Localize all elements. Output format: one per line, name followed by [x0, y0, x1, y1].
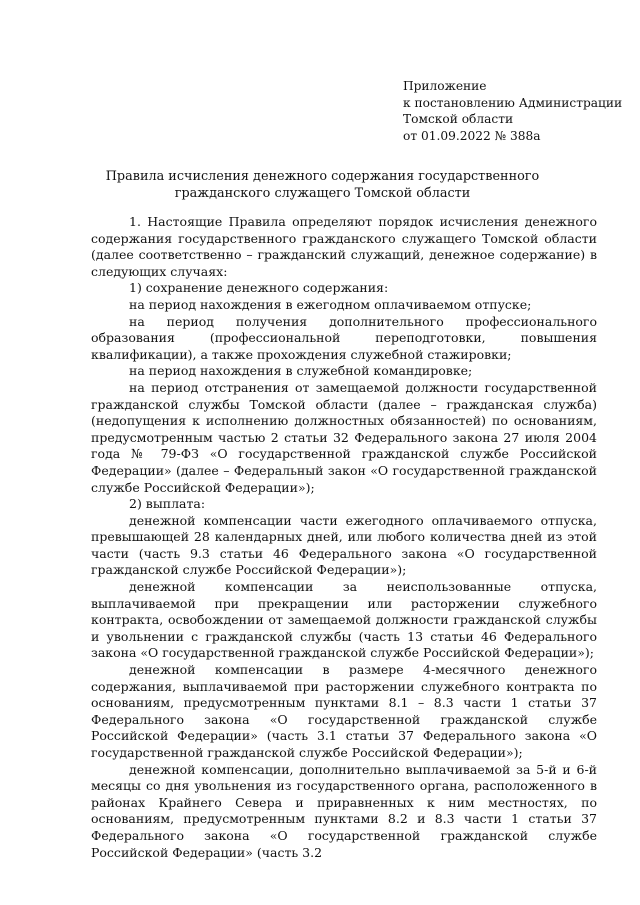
paragraph-9: денежной компенсации за неиспользованные отпуска, выплачиваемой при прекращении или расторжении служебного контракта, освобождении от замещаемой должности гражданской службы и увольнении с гражданской службы (часть 13 статьи 46 Федерального закона «О государственной гражданской службе Российской Федерации»); [91, 579, 597, 661]
paragraph-5: на период нахождения в служебной командировке; [129, 363, 473, 379]
document-body [91, 214, 597, 861]
appendix-date-number: от 01.09.2022 № 388а [403, 128, 541, 143]
paragraph-1: 1. Настоящие Правила определяют порядок исчисления денежного содержания государственного гражданского служащего Томской области (далее соответственно – гражданский служащий, денежное содержание) в следующих случаях: [91, 214, 597, 279]
appendix-region: Томской области [403, 112, 514, 126]
paragraph-7: 2) выплата: [129, 496, 206, 512]
paragraph-6: на период отстранения от замещаемой должности государственной гражданской службы Томской области (далее – гражданская служба) (недопущения к исполнению должностных обязанностей) по основаниям, предусмотренным частью 2 статьи 32 Федерального закона 27 июля 2004 года № 79-ФЗ «О государственной гражданской службе Российской Федерации» (далее – Федеральный закон «О государственной гражданской службе Российской Федерации»); [91, 379, 597, 495]
appendix-resolution: к постановлению Администрации [403, 95, 623, 110]
paragraph-8: денежной компенсации части ежегодного оплачиваемого отпуска, превышающей 28 календарных дней, или любого количества дней из этой части (часть 9.3 статьи 46 Федерального закона «О государственной гражданской службе Российской Федерации»); [91, 512, 597, 578]
paragraph-10: денежной компенсации в размере 4-месячного денежного содержания, выплачиваемой при расторжении служебного контракта по основаниям, предусмотренным пунктами 8.1 – 8.3 части 1 статьи 37 Федерального закона «О государственной гражданской службе Российской Федерации» (часть 3.1 статьи 37 Федерального закона «О государственной гражданской службе Российской Федерации»); [91, 662, 597, 760]
title-line-1: Правила исчисления денежного содержания государственного [105, 169, 540, 184]
title-line-2: гражданского служащего Томской области [174, 186, 471, 201]
paragraph-11: денежной компенсации, дополнительно выплачиваемой за 5-й и 6-й месяцы со дня увольнения из государственного органа, расположенного в районах Крайнего Севера и приравненных к ним местностях, по основаниям, предусмотренным пунктами 8.2 и 8.3 части 1 статьи 37 Федерального закона «О государственной гражданской службе Российской Федерации» (часть 3.2 [91, 761, 597, 860]
appendix-label: Приложение [403, 79, 487, 93]
paragraph-4: на период получения дополнительного профессионального образования (профессиональной переподготовки, повышения квалификации), а также прохождения служебной стажировки; [91, 313, 597, 362]
paragraph-3: на период нахождения в ежегодном оплачиваемом отпуске; [129, 296, 532, 312]
appendix-header [403, 78, 628, 144]
document-title [60, 168, 585, 202]
paragraph-2: 1) сохранение денежного содержания: [129, 280, 389, 296]
